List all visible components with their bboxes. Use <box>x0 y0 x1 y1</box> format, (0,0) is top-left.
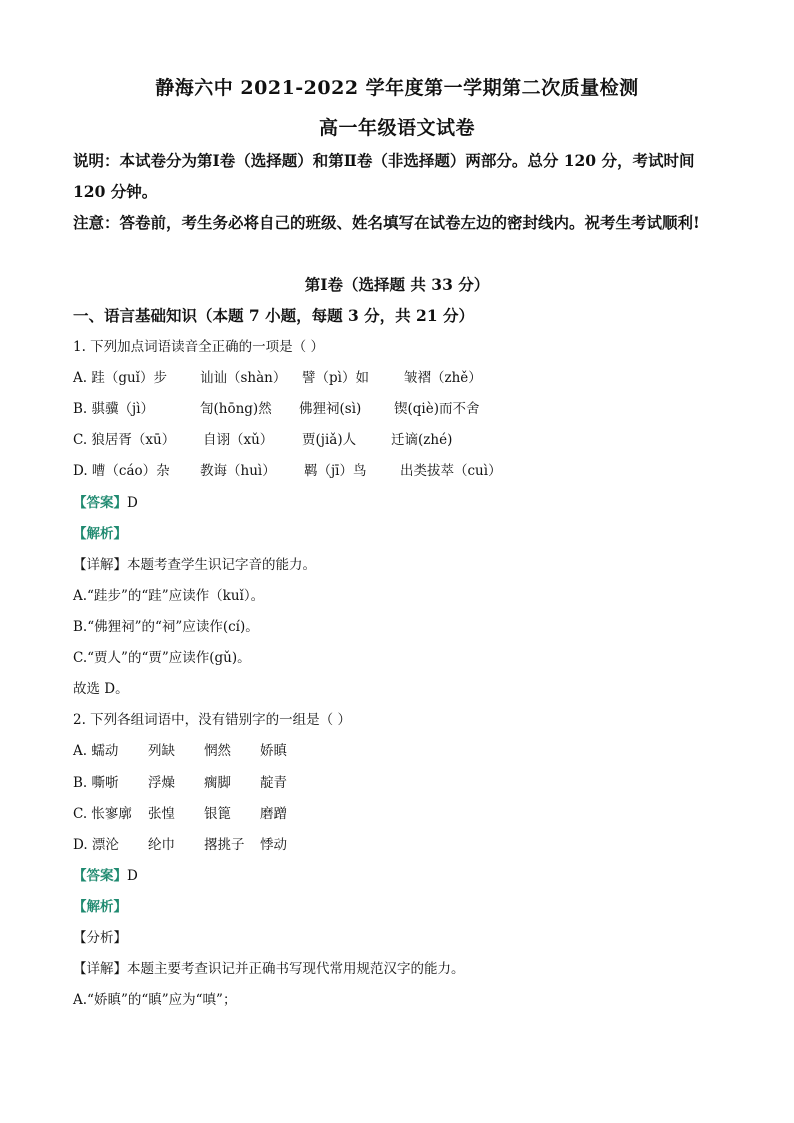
caution-note: 注意：答卷前，考生务必将自己的班级、姓名填写在试卷左边的密封线内。祝考生考试顺利! <box>73 213 700 232</box>
question-2-stem: 2. 下列各组词语中，没有错别字的一组是（ ） <box>73 712 351 728</box>
q2-option-a-item-1: A. 蠕动 <box>73 743 119 759</box>
q1-option-d-item-2: 教诲（huì） <box>200 463 276 479</box>
q2-option-c-item-2: 张惶 <box>148 806 175 822</box>
q1-option-c-item-4: 迁谪(zhé) <box>391 432 453 448</box>
q1-conclusion: 故选 D。 <box>73 681 129 697</box>
q1-detail-line <box>73 555 316 575</box>
detail-tag: 【详解】 <box>73 557 127 573</box>
q1-option-b-item-3: 佛狸祠(sì) <box>299 401 362 417</box>
answer-tag: 【答案】 <box>73 868 127 884</box>
analysis-tag: 【解析】 <box>73 899 127 915</box>
instruction-note: 说明：本试卷分为第Ⅰ卷（选择题）和第Ⅱ卷（非选择题）两部分。总分 120 分，考试时间 120 分钟。 <box>73 151 695 201</box>
q2-explanation-a: A.“娇瞋”的“瞋”应为“嗔”； <box>73 992 237 1008</box>
q1-option-a-item-1: A. 跬（guǐ）步 <box>73 370 167 386</box>
q1-explanation-a: A.“跬步”的“跬”应读作（kuǐ）。 <box>73 588 265 604</box>
q2-option-b-item-4: 靛青 <box>260 775 287 791</box>
q2-option-c-item-4: 磨蹭 <box>260 806 287 822</box>
fenxi-tag: 【分析】 <box>73 930 127 946</box>
answer-tag: 【答案】 <box>73 495 127 511</box>
q1-option-a-item-4: 皱褶（zhě） <box>404 370 482 386</box>
exam-title: 静海六中 2021-2022 学年度第一学期第二次质量检测 <box>155 77 639 99</box>
q2-option-a-item-2: 列缺 <box>148 743 175 759</box>
q1-option-b-item-4: 锲(qiè)而不舍 <box>394 401 480 417</box>
q2-option-a-item-3: 惘然 <box>204 743 231 759</box>
analysis-tag: 【解析】 <box>73 526 127 542</box>
q1-option-d-item-4: 出类拔萃（cuì） <box>400 463 502 479</box>
q1-option-b-item-1: B. 骐骥（jì） <box>73 401 155 417</box>
part-title: 一、语言基础知识（本题 7 小题，每题 3 分，共 21 分） <box>73 306 475 325</box>
q1-option-c-item-3: 贾(jiǎ)人 <box>302 432 357 448</box>
q2-option-b-item-3: 瘸脚 <box>204 775 231 791</box>
q2-option-d-item-4: 悸动 <box>260 837 287 853</box>
q1-option-a-item-3: 譬（pì）如 <box>302 370 369 386</box>
q2-option-d-item-2: 纶巾 <box>148 837 175 853</box>
answer-value: D <box>127 868 138 884</box>
q2-option-c-item-1: C. 怅寥廓 <box>73 806 132 822</box>
q1-option-c-item-1: C. 狼居胥（xū） <box>73 432 176 448</box>
q2-option-d-item-3: 撂挑子 <box>204 837 245 853</box>
q1-option-d-item-1: D. 嘈（cáo）杂 <box>73 463 170 479</box>
exam-subtitle: 高一年级语文试卷 <box>318 117 475 139</box>
answer-value: D <box>127 495 138 511</box>
section-title: 第Ⅰ卷（选择题 共 33 分） <box>304 275 490 294</box>
q2-detail-line <box>73 959 465 979</box>
q2-analysis-tag-line <box>73 897 127 917</box>
detail-text: 本题考查学生识记字音的能力。 <box>127 557 316 573</box>
q2-analysis2-tag-line <box>73 928 127 948</box>
q1-explanation-c: C.“贾人”的“贾”应读作(gǔ)。 <box>73 650 251 666</box>
q1-analysis-tag-line <box>73 524 127 544</box>
detail-tag: 【详解】 <box>73 961 127 977</box>
q1-explanation-b: B.“佛狸祠”的“祠”应读作(cí)。 <box>73 619 259 635</box>
detail-text: 本题主要考查识记并正确书写现代常用规范汉字的能力。 <box>127 961 465 977</box>
q2-option-b-item-1: B. 嘶哳 <box>73 775 119 791</box>
q1-option-a-item-2: 讪讪（shàn） <box>200 370 287 386</box>
q2-answer-line <box>73 866 138 886</box>
q2-option-a-item-4: 娇瞋 <box>260 743 287 759</box>
q1-option-c-item-2: 自诩（xǔ） <box>203 432 274 448</box>
q2-option-d-item-1: D. 漂沦 <box>73 837 119 853</box>
q1-option-b-item-2: 訇(hōng)然 <box>200 401 272 417</box>
q1-option-d-item-3: 羁（jī）鸟 <box>304 463 367 479</box>
q1-answer-line <box>73 493 138 513</box>
q2-option-c-item-3: 银篦 <box>204 806 231 822</box>
q2-option-b-item-2: 浮燥 <box>148 775 175 791</box>
question-1-stem: 1. 下列加点词语读音全正确的一项是（ ） <box>73 339 324 355</box>
